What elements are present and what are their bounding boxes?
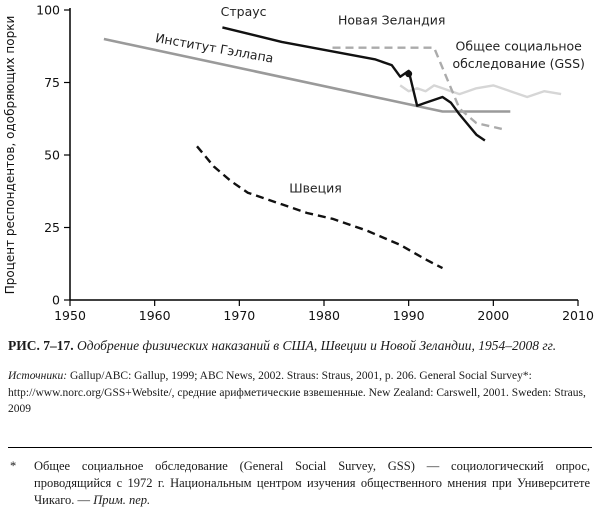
y-axis-title: Процент респондентов, одобряющих порки (3, 15, 17, 295)
y-tick-label: 50 (44, 147, 60, 163)
y-tick-label: 0 (52, 292, 60, 308)
figure-caption (8, 337, 590, 355)
series-label: Новая Зеландия (338, 12, 446, 28)
y-tick-label: 75 (44, 75, 60, 90)
x-tick-label: 1970 (223, 308, 256, 323)
series-gss (400, 85, 561, 97)
x-tick-label: 1960 (138, 308, 171, 323)
translator-footnote (8, 458, 590, 509)
x-tick-label: 2010 (562, 308, 594, 323)
series-straus (222, 27, 485, 140)
y-tick-label: 25 (44, 220, 60, 235)
footnote-divider (8, 447, 592, 448)
y-tick-label: 100 (36, 2, 60, 18)
series-label: Швеция (289, 180, 342, 196)
x-tick-label: 1950 (54, 308, 86, 323)
series-sweden (197, 146, 443, 268)
x-tick-label: 2000 (477, 308, 510, 323)
x-tick-label: 1990 (392, 308, 425, 323)
footnote-text: Общее социальное обследование (General Social Survey, GSS) — социологический опрос, проводящийся с 1972 г. Национальным центром изучения общественного мнения при Университете Чикаго. — (34, 459, 590, 508)
series-label: Институт Гэллапа (154, 30, 275, 66)
footnote-asterisk: * (10, 459, 17, 474)
figure-caption-title: Одобрение физических наказаний в США, Швеции и Новой Зеландии, 1954–2008 гг. (73, 338, 557, 353)
figure-sources (8, 368, 590, 417)
series-label: Страус (220, 3, 267, 19)
footnote-note-label: Прим. пер. (93, 493, 151, 508)
sources-lead: Источники: (8, 370, 68, 383)
series-label: Общее социальное (455, 38, 582, 54)
series-label: обследование (GSS) (452, 56, 585, 71)
sources-text: Gallup/ABC: Gallup, 1999; ABC News, 2002. Straus: Straus, 2001, p. 206. General Social Survey*: http://www.norc.org/GSS+Website/, средние арифметические взвешенные. New Zealand: Carswell, 2001. Sweden: Straus, 2009 (8, 370, 586, 415)
x-tick-label: 1980 (308, 308, 340, 323)
figure-caption-label: РИС. 7–17. (8, 338, 74, 353)
straus-data-point-marker (405, 70, 412, 77)
